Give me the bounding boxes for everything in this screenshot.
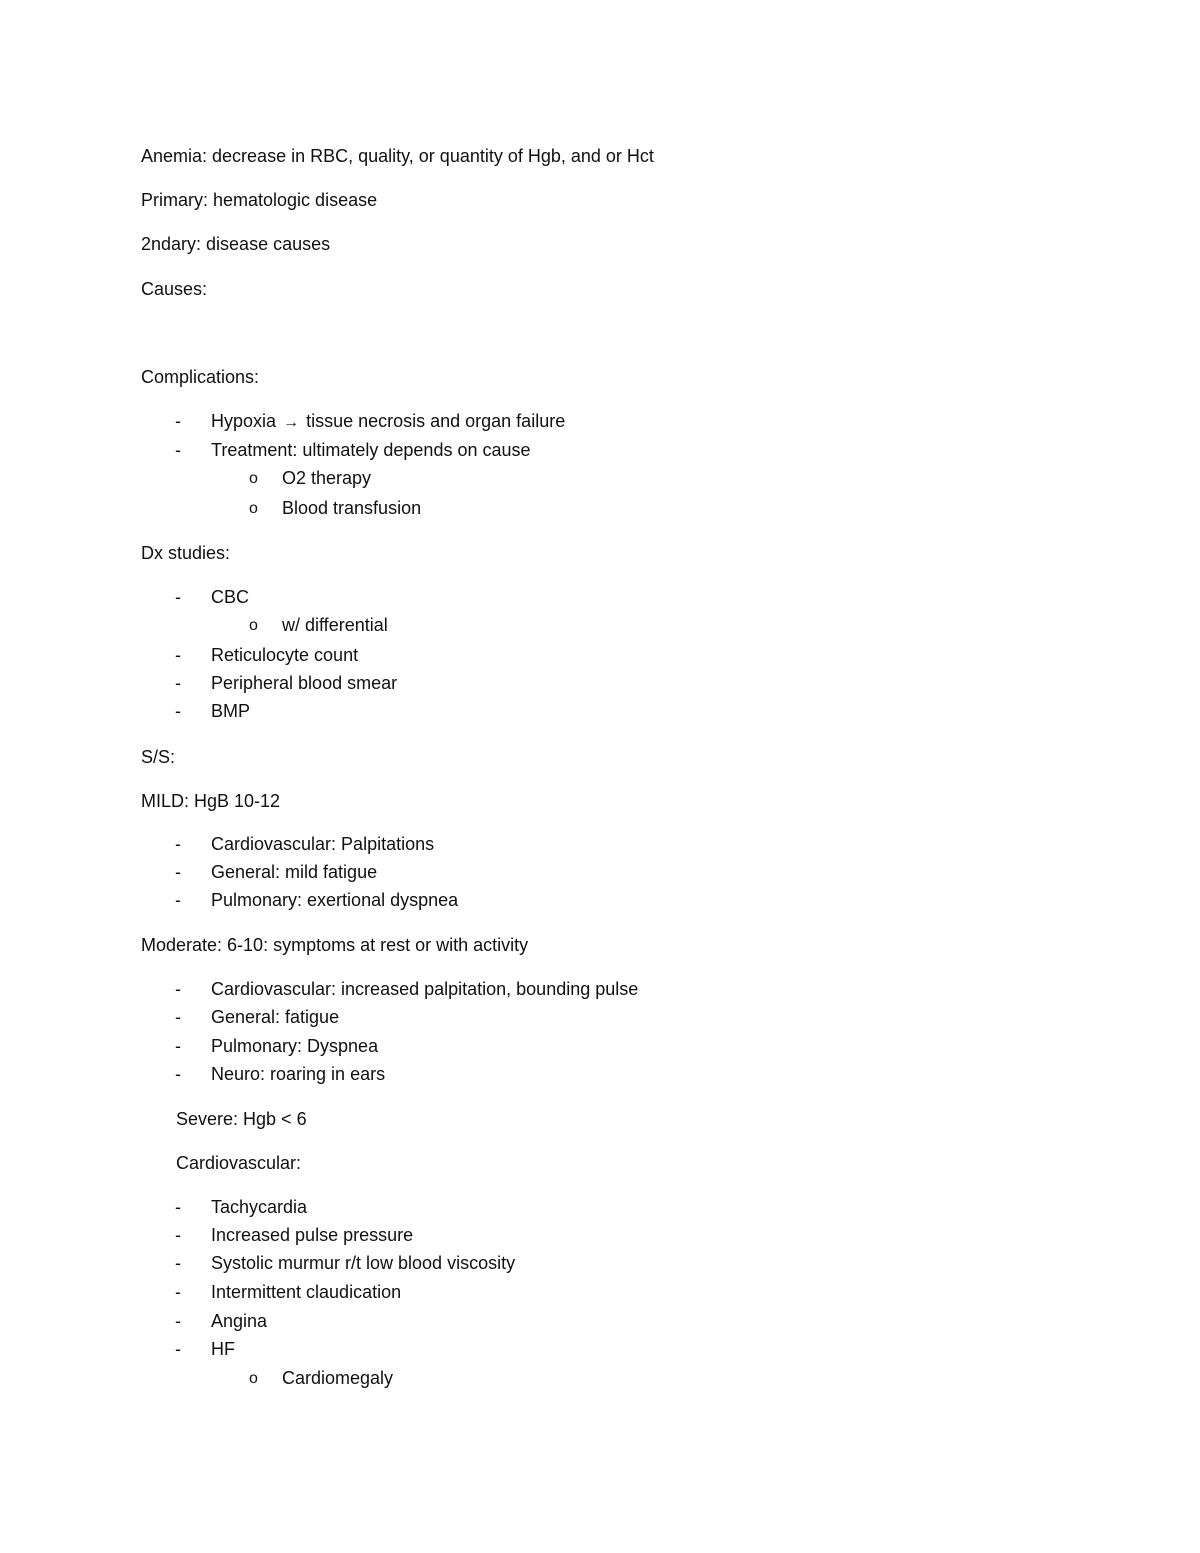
sublist-item: w/ differential	[282, 615, 388, 635]
list-bullet: -	[175, 1007, 181, 1027]
list-item	[211, 410, 565, 434]
list-bullet: -	[175, 834, 181, 854]
list-bullet: -	[175, 1064, 181, 1084]
anemia-definition: Anemia: decrease in RBC, quality, or quantity of Hgb, and or Hct	[141, 146, 654, 166]
sublist-bullet: o	[249, 617, 258, 634]
list-item: Systolic murmur r/t low blood viscosity	[211, 1253, 516, 1273]
hypoxia-text: Hypoxia	[211, 411, 277, 431]
list-item: Cardiovascular: Palpitations	[211, 834, 435, 854]
list-bullet: -	[175, 1253, 181, 1273]
list-bullet: -	[175, 1225, 181, 1245]
list-item: Pulmonary: exertional dyspnea	[211, 890, 459, 910]
causes-heading: Causes:	[141, 279, 208, 299]
list-item: Tachycardia	[211, 1197, 308, 1217]
list-bullet: -	[175, 1339, 181, 1359]
list-bullet: -	[175, 673, 181, 693]
list-item: Reticulocyte count	[211, 645, 359, 665]
complications-heading: Complications:	[141, 367, 260, 387]
list-bullet: -	[175, 411, 181, 431]
ss-heading: S/S:	[141, 747, 176, 767]
sublist-bullet: o	[249, 470, 258, 487]
list-item: CBC	[211, 587, 250, 607]
list-bullet: -	[175, 1036, 181, 1056]
list-item: Neuro: roaring in ears	[211, 1064, 386, 1084]
list-item: Pulmonary: Dyspnea	[211, 1036, 379, 1056]
sublist-item: O2 therapy	[282, 468, 372, 488]
sublist-item: Cardiomegaly	[282, 1368, 394, 1388]
list-item: General: mild fatigue	[211, 862, 378, 882]
list-bullet: -	[175, 645, 181, 665]
list-item: Angina	[211, 1311, 268, 1331]
list-bullet: -	[175, 1311, 181, 1331]
dx-heading: Dx studies:	[141, 543, 231, 563]
sublist-bullet: o	[249, 500, 258, 517]
list-bullet: -	[175, 862, 181, 882]
list-item: HF	[211, 1339, 235, 1359]
list-item: Intermittent claudication	[211, 1282, 402, 1302]
list-bullet: -	[175, 979, 181, 999]
arrow-right-icon: →	[283, 414, 300, 431]
list-bullet: -	[175, 1197, 181, 1217]
sublist-item: Blood transfusion	[282, 498, 422, 518]
mild-heading: MILD: HgB 10-12	[141, 791, 281, 811]
list-bullet: -	[175, 1282, 181, 1302]
secondary-line: 2ndary: disease causes	[141, 234, 331, 254]
list-item: Treatment: ultimately depends on cause	[211, 440, 531, 460]
list-bullet: -	[175, 890, 181, 910]
list-item: General: fatigue	[211, 1007, 340, 1027]
list-bullet: -	[175, 701, 181, 721]
list-item: Increased pulse pressure	[211, 1225, 414, 1245]
list-bullet: -	[175, 587, 181, 607]
primary-line: Primary: hematologic disease	[141, 190, 378, 210]
list-bullet: -	[175, 440, 181, 460]
severe-cardio-heading: Cardiovascular:	[176, 1153, 302, 1173]
list-item: Peripheral blood smear	[211, 673, 398, 693]
sublist-bullet: o	[249, 1370, 258, 1387]
list-item: BMP	[211, 701, 251, 721]
moderate-heading: Moderate: 6-10: symptoms at rest or with activity	[141, 935, 529, 955]
list-item: Cardiovascular: increased palpitation, bounding pulse	[211, 979, 639, 999]
severe-heading: Severe: Hgb < 6	[176, 1109, 307, 1129]
hypoxia-result-text: tissue necrosis and organ failure	[306, 411, 566, 431]
